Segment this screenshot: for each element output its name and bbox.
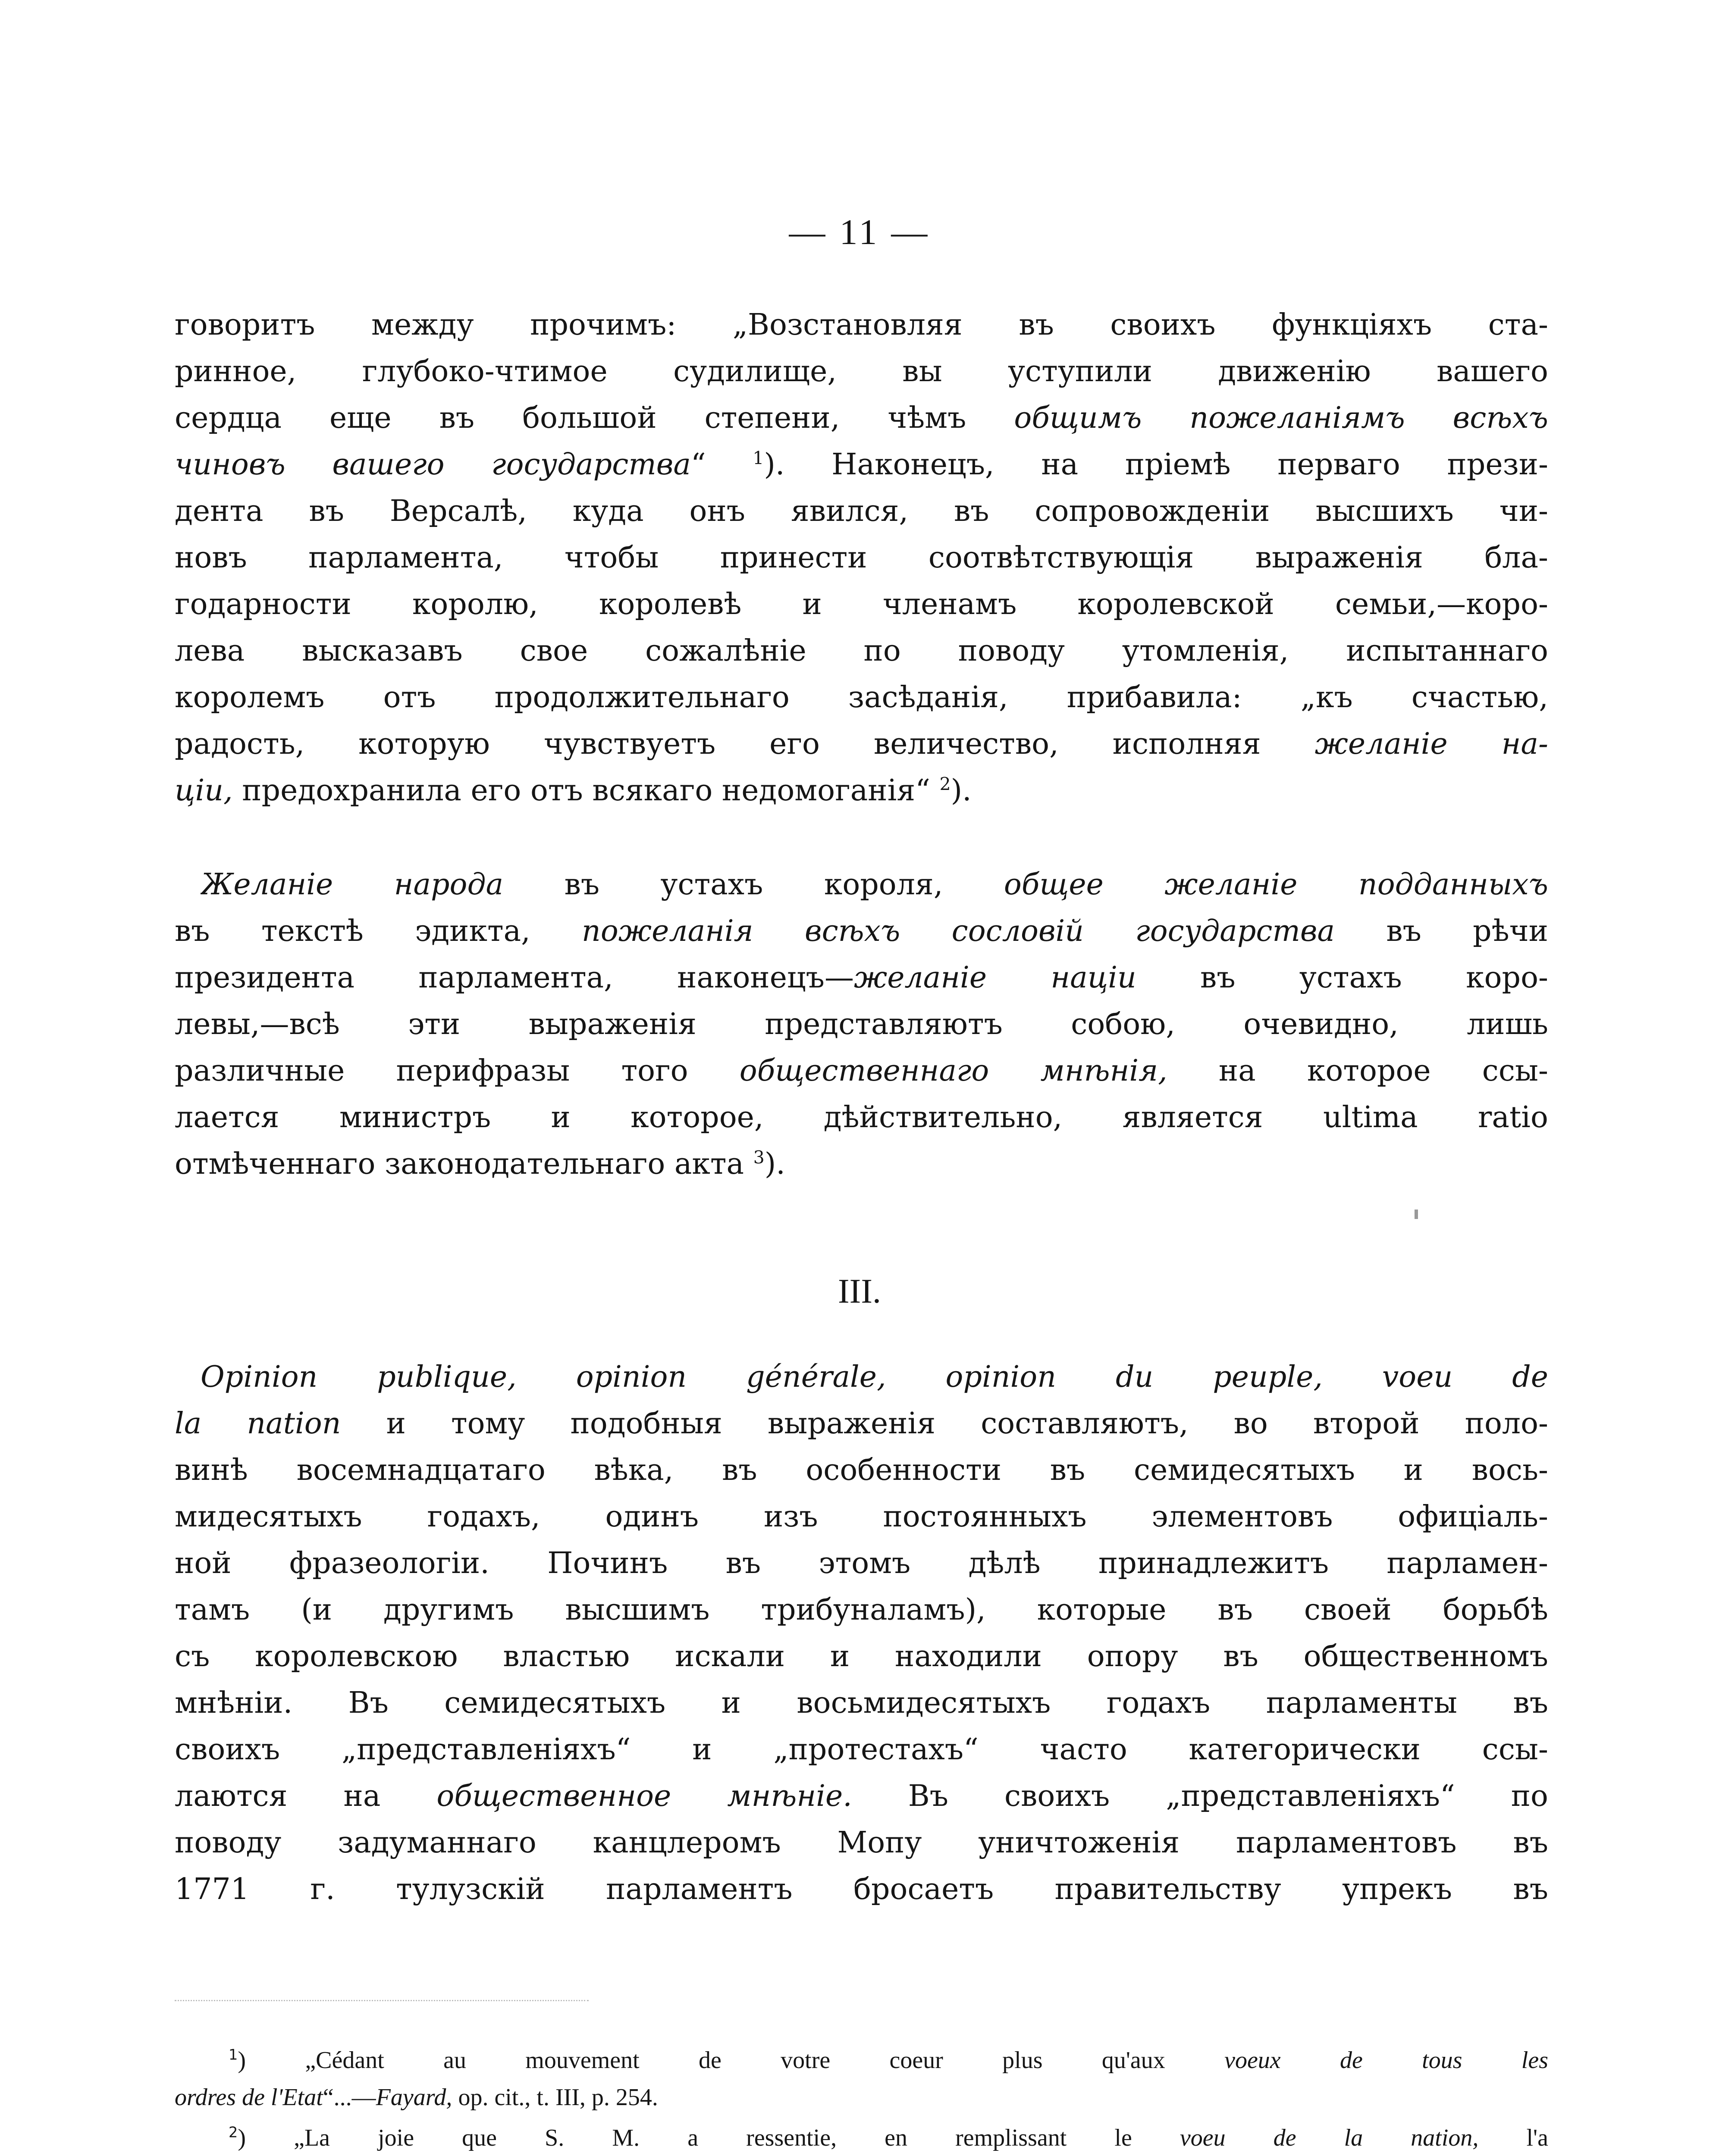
- text-line: въ текстѣ эдикта, пожеланія всѣхъ сословій государства въ рѣчи: [175, 914, 1548, 948]
- text-line: ринное, глубоко-чтимое судилище, вы уступили движенію вашего: [175, 354, 1548, 389]
- text-line: поводу задуманнаго канцлеромъ Мопу уничтоженія парламентовъ въ: [175, 1826, 1548, 1860]
- footnote-ref-1: 1: [753, 448, 764, 469]
- text-line: ціи, предохранила его отъ всякаго недомоганія“ $^2$).: [175, 774, 972, 808]
- text-line: сердца еще въ большой степени, чѣмъ общимъ пожеланіямъ всѣхъ: [175, 401, 1548, 435]
- footnote-ref-2: 2: [939, 774, 951, 795]
- text-line: отмѣченнаго законодательнаго акта $^3$).: [175, 1147, 785, 1181]
- text-line: своихъ „представленіяхъ“ и „протестахъ“ часто категорически ссы-: [175, 1733, 1548, 1767]
- text-line: чиновъ вашего государства“ $^1$). Наконецъ, на пріемѣ перваго прези-: [175, 448, 1548, 482]
- footnote-divider: [175, 2000, 589, 2001]
- text-line: ной фразеологіи. Починъ въ этомъ дѣлѣ принадлежитъ парламен-: [175, 1546, 1548, 1580]
- footnote-2: $^2$) „La joie que S. M. a ressentie, en remplissant le voeu de la nation, l'a: [229, 2124, 1548, 2151]
- text-line: королемъ отъ продолжительнаго засѣданія, прибавила: „къ счастью,: [175, 680, 1548, 714]
- page-number: — 11 —: [789, 212, 930, 252]
- text-line: тамъ (и другимъ высшимъ трибуналамъ), которые въ своей борьбѣ: [175, 1593, 1548, 1627]
- footnote-1: $^1$) „Cédant au mouvement de votre coeur plus qu'aux voeux de tous les: [229, 2046, 1548, 2074]
- text-line: лаются на общественное мнѣніе. Въ своихъ „представленіяхъ“ по: [175, 1779, 1548, 1813]
- text-line: новъ парламента, чтобы принести соотвѣтствующія выраженія бла-: [175, 541, 1548, 575]
- text-line: дента въ Версалѣ, куда онъ явился, въ сопровожденіи высшихъ чи-: [175, 494, 1548, 528]
- section-heading: III.: [838, 1272, 881, 1310]
- footnote-1-cont: ordres de l'Etat“...—Fayard, op. cit., t. III, p. 254.: [175, 2084, 658, 2111]
- print-speck: [1415, 1210, 1418, 1219]
- text-line: говоритъ между прочимъ: „Возстановляя въ своихъ функціяхъ ста-: [175, 308, 1548, 342]
- text-line: 1771 г. тулузскій парламентъ бросаетъ правительству упрекъ въ: [175, 1872, 1548, 1906]
- text-line: Желаніе народа въ устахъ короля, общее желаніе подданныхъ: [201, 868, 1548, 902]
- text-line: лается министръ и которое, дѣйствительно, является ultima ratio: [175, 1100, 1548, 1134]
- text-line: различные перифразы того общественнаго мнѣнія, на которое ссы-: [175, 1054, 1548, 1088]
- text-line: радость, которую чувствуетъ его величество, исполняя желаніе на-: [175, 727, 1548, 761]
- text-line: президента парламента, наконецъ—желаніе націи въ устахъ коро-: [175, 961, 1548, 995]
- text-line: годарности королю, королевѣ и членамъ королевской семьи,—коро-: [175, 587, 1548, 621]
- text-line: мидесятыхъ годахъ, одинъ изъ постоянныхъ элементовъ офиціаль-: [175, 1500, 1548, 1534]
- text-line: лева высказавъ свое сожалѣніе по поводу утомленія, испытаннаго: [175, 634, 1548, 668]
- footnote-ref-3: 3: [753, 1147, 765, 1168]
- text-line: Opinion publique, opinion générale, opinion du peuple, voeu de: [201, 1360, 1548, 1394]
- text-line: левы,—всѣ эти выраженія представляютъ собою, очевидно, лишь: [175, 1007, 1548, 1041]
- text-line: la nation и тому подобныя выраженія составляютъ, во второй поло-: [175, 1407, 1548, 1441]
- text-line: мнѣніи. Въ семидесятыхъ и восьмидесятыхъ годахъ парламенты въ: [175, 1686, 1548, 1720]
- text-line: съ королевскою властью искали и находили опору въ общественномъ: [175, 1639, 1548, 1673]
- text-line: винѣ восемнадцатаго вѣка, въ особенности въ семидесятыхъ и вось-: [175, 1453, 1548, 1487]
